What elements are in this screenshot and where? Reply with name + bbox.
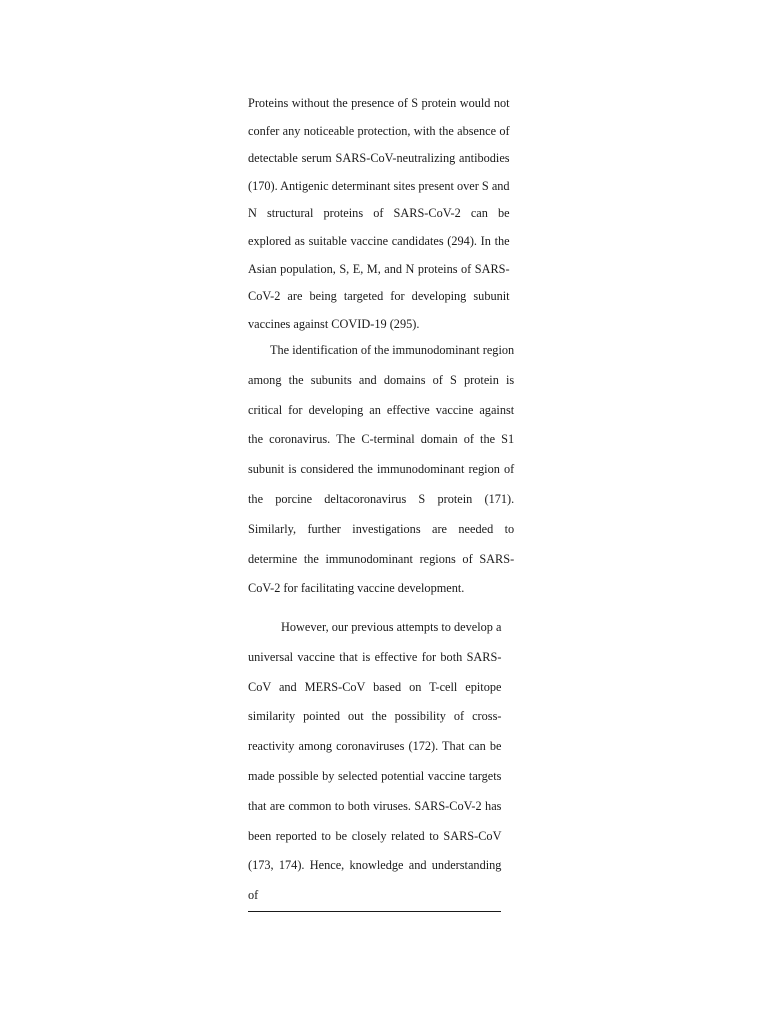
- text-line: critical for developing an effective vaccine against: [248, 402, 515, 417]
- text-line: determine the immunodominant regions of SARS-: [248, 551, 515, 566]
- paragraph-1: [248, 90, 510, 338]
- text-line: Asian population, S, E, M, and N proteins of SARS-: [248, 261, 510, 276]
- text-line: detectable serum SARS-CoV-neutralizing antibodies: [248, 151, 510, 166]
- text-line: confer any noticeable protection, with the absence of: [248, 123, 510, 138]
- text-line: (173, 174). Hence, knowledge and understanding: [248, 858, 502, 873]
- text-line: of: [248, 881, 501, 912]
- text-line: CoV-2 for facilitating vaccine development.: [248, 581, 465, 596]
- text-line: Proteins without the presence of S protein would not: [248, 96, 510, 110]
- paragraph-2: [248, 336, 514, 604]
- text-line: CoV and MERS-CoV based on T-cell epitope: [248, 679, 502, 694]
- paragraph-3: [248, 613, 501, 912]
- text-line: explored as suitable vaccine candidates (294). In the: [248, 233, 510, 248]
- text-line: The identification of the immunodominant region: [270, 343, 515, 357]
- text-line: vaccines against COVID-19 (295).: [248, 316, 420, 331]
- text-line: similarity pointed out the possibility of cross-: [248, 709, 502, 724]
- text-line: subunit is considered the immunodominant region of: [248, 462, 515, 477]
- text-line: universal vaccine that is effective for both SARS-: [248, 649, 502, 664]
- text-line: been reported to be closely related to SARS-CoV: [248, 828, 502, 843]
- text-line: reactivity among coronaviruses (172). That can be: [248, 739, 502, 754]
- text-line: that are common to both viruses. SARS-CoV-2 has: [248, 798, 502, 813]
- text-line: Similarly, further investigations are needed to: [248, 521, 515, 536]
- document-page: [248, 0, 519, 1024]
- text-line: among the subunits and domains of S protein is: [248, 372, 515, 387]
- text-line: made possible by selected potential vaccine targets: [248, 768, 502, 783]
- text-line: CoV-2 are being targeted for developing subunit: [248, 289, 510, 304]
- text-line: the porcine deltacoronavirus S protein (171).: [248, 491, 515, 506]
- text-line: N structural proteins of SARS-CoV-2 can be: [248, 206, 510, 221]
- text-line: the coronavirus. The C-terminal domain of the S1: [248, 432, 515, 447]
- text-line: (170). Antigenic determinant sites present over S and: [248, 178, 510, 193]
- text-line: However, our previous attempts to develop a: [281, 620, 502, 634]
